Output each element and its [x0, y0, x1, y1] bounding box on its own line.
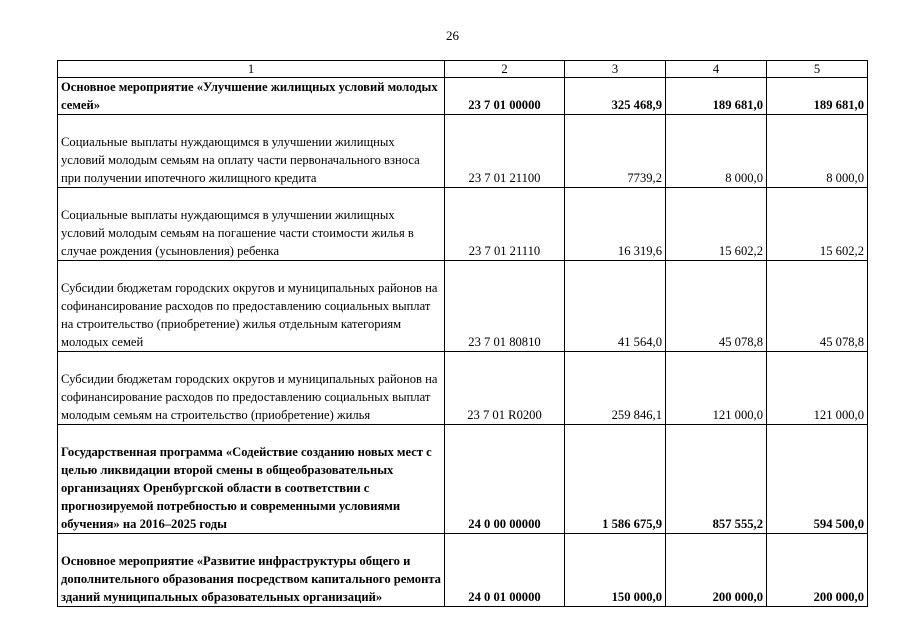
table-row	[58, 352, 868, 425]
row-code: 23 7 01 00000	[445, 78, 565, 115]
row-value-5: 594 500,0	[767, 425, 868, 534]
row-code: 23 7 01 21100	[445, 115, 565, 188]
row-name: Основное мероприятие «Развитие инфраструктуры общего и дополнительного образования посредством капитального ремонта зданий муниципальных образовательных организаций»	[58, 534, 445, 607]
row-value-4: 189 681,0	[666, 78, 767, 115]
row-name: Государственная программа «Содействие созданию новых мест с целью ликвидации второй смены в общеобразовательных организациях Оренбургской области в соответствии с прогнозируемой потребностью и современными условиями обучения» на 2016–2025 годы	[58, 425, 445, 534]
table-row	[58, 261, 868, 352]
row-value-4: 15 602,2	[666, 188, 767, 261]
row-value-4: 857 555,2	[666, 425, 767, 534]
row-code: 23 7 01 80810	[445, 261, 565, 352]
table-row	[58, 534, 868, 607]
table-row	[58, 115, 868, 188]
header-col-1: 1	[58, 61, 445, 78]
table-row	[58, 425, 868, 534]
row-code: 23 7 01 21110	[445, 188, 565, 261]
table-header-row	[58, 61, 868, 78]
row-value-4: 8 000,0	[666, 115, 767, 188]
page-number: 26	[446, 28, 459, 43]
row-name: Основное мероприятие «Улучшение жилищных условий молодых семей»	[58, 78, 445, 115]
row-code: 24 0 01 00000	[445, 534, 565, 607]
table-row	[58, 188, 868, 261]
row-code: 24 0 00 00000	[445, 425, 565, 534]
row-value-5: 189 681,0	[767, 78, 868, 115]
row-value-3: 259 846,1	[565, 352, 666, 425]
row-value-5: 121 000,0	[767, 352, 868, 425]
row-value-5: 8 000,0	[767, 115, 868, 188]
header-col-5: 5	[767, 61, 868, 78]
row-name: Субсидии бюджетам городских округов и муниципальных районов на софинансирование расходов по предоставлению социальных выплат на строительство (приобретение) жилья отдельным категориям молодых семей	[58, 261, 445, 352]
row-value-5: 15 602,2	[767, 188, 868, 261]
row-value-3: 16 319,6	[565, 188, 666, 261]
row-value-3: 41 564,0	[565, 261, 666, 352]
row-value-4: 45 078,8	[666, 261, 767, 352]
row-name: Социальные выплаты нуждающимся в улучшении жилищных условий молодым семьям на оплату части первоначального взноса при получении ипотечного жилищного кредита	[58, 115, 445, 188]
row-value-5: 45 078,8	[767, 261, 868, 352]
row-name: Социальные выплаты нуждающимся в улучшении жилищных условий молодым семьям на погашение части стоимости жилья в случае рождения (усыновления) ребенка	[58, 188, 445, 261]
row-value-4: 200 000,0	[666, 534, 767, 607]
header-col-2: 2	[445, 61, 565, 78]
table-row	[58, 78, 868, 115]
row-name: Субсидии бюджетам городских округов и муниципальных районов на софинансирование расходов по предоставлению социальных выплат молодым семьям на строительство (приобретение) жилья	[58, 352, 445, 425]
row-value-3: 150 000,0	[565, 534, 666, 607]
row-value-4: 121 000,0	[666, 352, 767, 425]
row-value-3: 7739,2	[565, 115, 666, 188]
header-col-3: 3	[565, 61, 666, 78]
budget-table	[57, 60, 868, 607]
row-value-5: 200 000,0	[767, 534, 868, 607]
row-value-3: 1 586 675,9	[565, 425, 666, 534]
row-code: 23 7 01 R0200	[445, 352, 565, 425]
header-col-4: 4	[666, 61, 767, 78]
row-value-3: 325 468,9	[565, 78, 666, 115]
